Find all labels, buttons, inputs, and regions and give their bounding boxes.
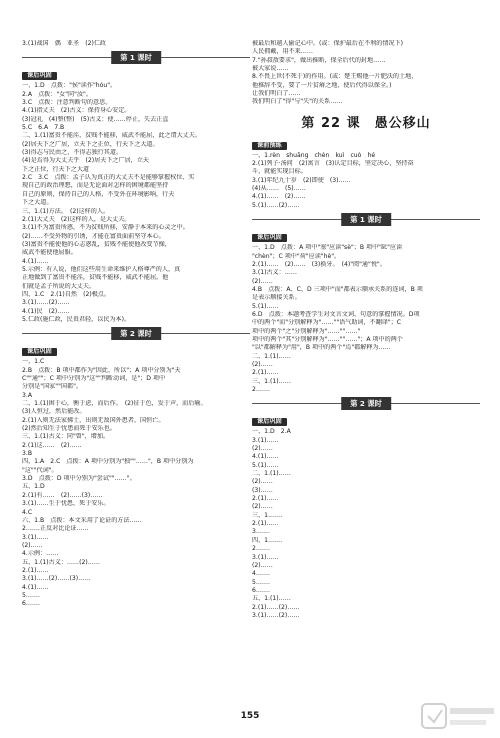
text-line: (4)是焉得为大丈夫乎 (2)居天下之广居，立天 — [22, 157, 149, 165]
text-line: 6.D 点拨：本题考查学生对文言文词、句意的掌握情况。D项 — [252, 310, 420, 318]
text-line: 正地做到了富贵不能淫，贫贱不能移，威武不能屈，他 — [22, 274, 169, 282]
text-line: 一、1.D 2.A — [252, 428, 291, 436]
text-line: 五、1.(1)古义：……(2)…… — [22, 558, 100, 566]
right-column — [252, 40, 480, 620]
text-line: 我们明白了"得"与"失"的关系…… — [252, 98, 343, 106]
text-line: 二、1.(1)富贵不能淫，贫贱不能移，威武不能屈，此之谓大丈夫。 — [22, 132, 201, 140]
text-line: 二、1.(1)…… — [252, 352, 291, 360]
text-line: 3.(1)……生于忧患，死于安乐。 — [22, 500, 110, 508]
text-line: 5.C 6.A 7.B — [22, 124, 65, 132]
text-line: "这""代词"。 — [22, 466, 58, 474]
right-preview-head: 课前预练 — [252, 142, 287, 150]
right-lesson-1-bar: 第 1 课时 — [252, 213, 480, 227]
text-line: 二、1.(1)困于心，衡于虑，而后作。 (2)征于色，发于声，而后喻。 — [22, 400, 207, 408]
text-line: 3.B — [22, 450, 32, 458]
text-line: 7."孙叔敖要求"，做出推断，保全后代的封地…… — [252, 56, 386, 64]
text-line: 自己的原则，保持自己的人格，不受外在环境影响，行天 — [22, 190, 175, 198]
text-line: 2.(1)…… (2)…… (3)换牙。 (4)"阅"通"悦"。 — [252, 260, 386, 268]
text-line: 5.(1)…… — [252, 302, 279, 310]
text-line: (4)从…… (5)…… — [252, 185, 306, 193]
text-line: (2)…… — [252, 503, 273, 511]
text-line: 6.…… — [22, 600, 41, 608]
text-line: 5.(1)……(2)…… — [252, 201, 300, 209]
text-line: 三、1.…… — [252, 511, 283, 519]
text-line: (2)……不受外物的引诱，才能在富贵面前坚守本心。 — [22, 232, 165, 240]
text-line: 4.C — [22, 508, 33, 516]
text-line: 2.(1)…… — [252, 369, 279, 377]
text-line: 2.(1)这…… (2)…… — [22, 441, 82, 449]
watermark-logo-icon — [420, 700, 498, 736]
text-line: (2)…… — [252, 445, 273, 453]
text-line: 2.B 点拨：B 项中都作为"因此，所以"；A 项中分别为"天 — [22, 366, 181, 374]
text-line: 2.A 点拨："女"同"汝"。 — [22, 90, 92, 98]
text-line: 2.…… — [252, 386, 271, 393]
text-line: 3.(1)……(2)……(3)…… — [22, 575, 91, 583]
text-line: 四、1.C 2.(1)自然 (2)极点。 — [22, 290, 110, 298]
text-line: 3.(1)年纪九十岁 (2)即使 (3)…… — [252, 176, 351, 184]
text-line: 们就是孟子所说的大丈夫。 — [22, 282, 96, 290]
text-line: (3)人恒过，然后能改。 — [22, 408, 86, 416]
text-line: (2)…… — [252, 277, 273, 285]
text-line: (2)…… — [22, 541, 43, 549]
text-line: 一、1.D 点拨：A 项中"塞"应读"sè"；B 项中"龀"应读 — [252, 244, 403, 252]
right-block-1 — [252, 244, 480, 394]
text-line: 三、1.(1)方法。 (2)这样的人。 — [22, 207, 110, 215]
text-line: (3)得志与民由之，不得志独行其道。 — [22, 149, 123, 157]
text-line: 下之正位，行天下之大道 — [22, 165, 90, 173]
text-line: 分别是"国家""国都"。 — [22, 383, 82, 391]
text-line: 8.不畏上世(不死于)的作用。(或：楚王赐他一片肥沃的土地， — [252, 73, 418, 81]
text-line: 4.示例：…… — [22, 550, 59, 558]
text-line: 被大家说…… — [252, 65, 289, 73]
text-line: 4.…… — [252, 570, 271, 578]
text-line: 6.…… — [252, 586, 271, 594]
text-line: 5.仁政(施仁政，民贵君轻，以民为本)。 — [22, 315, 131, 323]
text-line: 二、1.(1)…… — [252, 470, 291, 478]
text-line: 5.(1)…… — [252, 461, 279, 469]
text-line: 3.(1)战国 偶 亚圣 (2)仁政 — [22, 40, 107, 47]
text-line: (2)然后知生于忧患而死于安乐也。 — [22, 425, 116, 433]
text-line: (3)富贵不能使他的心志惑乱，贫贱不能使他改变节操， — [22, 240, 171, 248]
text-line: 3.D 点拨：D 项中分别为"尝试""……"。 — [22, 475, 136, 483]
text-line: 四、1.A 2.C 点拨：A 项中分别为"独""……"，B 项中分别为 — [22, 458, 194, 466]
text-line: 是表示顺接关系。 — [252, 294, 301, 302]
text-line: 5.…… — [22, 591, 41, 599]
text-line: (2)…… — [252, 360, 273, 368]
left-block-2 — [22, 358, 250, 608]
text-line: (2)居天下之广居，立天下之正位，行天下之大道。 — [22, 140, 159, 148]
text-line: 2.(1)…… — [252, 520, 279, 528]
text-line: (2)…… — [252, 561, 273, 569]
text-line: 3.C 点拨：注意判断句的意思。 — [22, 99, 112, 107]
text-line: 2.(1)列子·汤问 (2)寓言 (3)认定目标，坚定决心，坚持奋 — [252, 160, 414, 168]
left-column — [22, 40, 250, 609]
text-line: 斗，就能实现目标。 — [252, 168, 307, 176]
text-line: 2.(1)大丈夫 (2)这样的人，是大丈夫。 — [22, 215, 131, 223]
text-line: 2.C 3.C 点拨：孟子认为真正的大丈夫不是能够掌握权位、实 — [22, 174, 195, 182]
text-line: 一、1.D 点拨："侯"读作"hóu"。 — [22, 82, 117, 90]
text-line: 3.(1)…… — [252, 553, 279, 561]
text-line: 2.……正反对比论证…… — [22, 525, 89, 533]
text-line: 2.…… — [252, 545, 271, 553]
text-line: (3)冠礼 (4)整(整) (5)古义：使……停止，失去正直 — [22, 115, 169, 123]
text-line: 下之大道。 — [22, 199, 53, 207]
left-after-class-head-1: 课后巩固 — [22, 72, 57, 80]
text-line: 项中的两个"其"分别解释为"……""……"；A 项中的两个 — [252, 335, 403, 343]
text-line: 中的两个"而"分别解释为"……""语气助词，不翻译"；C — [252, 319, 402, 327]
text-line: 项中的两个"之"分别解释为"……""……" — [252, 327, 361, 335]
pinyin-line: 一、1.rèn shuāng chèn kuì cuò hé — [252, 151, 376, 159]
text-line: 一、1.C — [22, 358, 45, 366]
text-line: 五、1.D — [22, 483, 45, 491]
right-intro — [252, 40, 480, 107]
text-line: 2.(1)入则无法家拂士，出则无敌国外患者，国恒亡。 — [22, 416, 165, 424]
text-line: 被最后和越人偷记心中。(或：保护最后在不利的情况下) — [252, 40, 404, 47]
text-line: "以"都解释为"用"，B 项中的两个"焉"都解释为…… — [252, 344, 391, 352]
text-line: 3.(1)……(2)…… — [252, 611, 300, 619]
text-line: (3)…… — [252, 486, 273, 494]
lesson-22-title: 第 22 课 愚公移山 — [301, 115, 431, 131]
text-line: 让我们明白了…… — [252, 90, 301, 98]
text-line: 3.(1)古义：…… — [252, 269, 297, 277]
page-number: 155 — [240, 711, 260, 721]
text-line: C""通""；C 项中分别为"这""判断动词，是"；D 项中 — [22, 375, 166, 382]
text-line: 2.(1)……(2)…… — [252, 603, 300, 611]
text-line: 三、1.(1)古义：同"曾"，增加。 — [22, 433, 110, 441]
text-line: 4.(1)…… — [22, 583, 49, 591]
right-after-class-head-1: 课后巩固 — [252, 234, 287, 242]
text-line: 4.(1)…… (2)…… — [252, 193, 306, 201]
text-line: 4.(1)指丈夫 (2)古义：保持身心安定。 — [22, 107, 131, 115]
text-line: 3.(1)……(2)…… — [22, 299, 70, 307]
text-line: (2)…… — [252, 478, 273, 486]
text-line: 威武不能使他屈服。 — [22, 249, 77, 257]
text-line: 4.(1)…… — [252, 453, 279, 461]
text-line: 六、1.B 点拨：本文采用了论证的方法…… — [22, 516, 142, 524]
text-line: 5.示例：有人说，他们这些用生命来维护人格尊严的人，真 — [22, 265, 181, 273]
text-line: 3.…… — [252, 528, 271, 536]
text-line: 三、1.(1)…… — [252, 377, 291, 385]
right-preview-block — [252, 160, 480, 210]
left-intro — [22, 40, 250, 48]
right-lesson-2-bar: 第 2 课时 — [252, 397, 480, 411]
text-line: 人民拥戴，用不来…… — [252, 48, 313, 56]
text-line: 现自己的政治理想，而是无论面对怎样的困境都能坚持 — [22, 182, 169, 190]
text-line: 2.(1)…… — [252, 495, 279, 503]
text-line: 4.(1)…… — [22, 257, 49, 265]
text-line: 3.(1)…… — [252, 436, 279, 444]
text-line: "chèn"；C 项中"荷"应读"hè"。 — [252, 252, 341, 260]
text-line: 5.…… — [252, 578, 271, 586]
text-line: 3.(1)…… — [22, 533, 49, 541]
text-line: 3.A — [22, 391, 32, 399]
left-block-1 — [22, 82, 250, 324]
left-after-class-head-2: 课后巩固 — [22, 348, 57, 356]
text-line: 五、1.(1)…… — [252, 595, 291, 603]
text-line: 3.(1)不为富贵所惑，不为贫贱所移，安静于本来的心灵之中。 — [22, 224, 189, 232]
left-lesson-2-bar: 第 2 课时 — [22, 327, 250, 341]
left-lesson-1-bar: 第 1 课时 — [22, 51, 250, 65]
text-line: 四、1.…… — [252, 536, 283, 544]
right-after-class-head-2: 课后巩固 — [252, 418, 287, 426]
text-line: 4.B 点拨：A、C、D 三项中"而"都表示顺承关系的连词，B 项 — [252, 285, 423, 293]
text-line: 2.(1)…… — [22, 566, 49, 574]
text-line: 2.(1)有…… (2)……(3)…… — [22, 491, 103, 499]
right-block-2 — [252, 428, 480, 620]
text-line: 他推辞不受，要了一片贫瘠之地，使后代得以保全。) — [252, 81, 392, 89]
text-line: 4.(1)民 (2)…… — [22, 307, 70, 315]
